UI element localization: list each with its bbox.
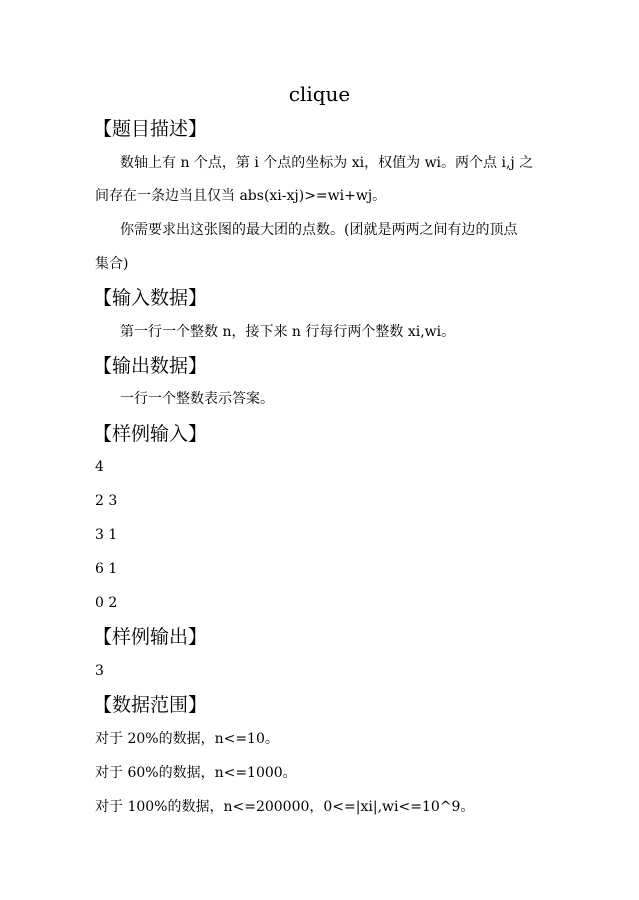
section-heading-input: 【输入数据】 bbox=[93, 287, 208, 309]
section-heading-sample-output: 【样例输出】 bbox=[93, 626, 208, 648]
document-title: clique bbox=[288, 82, 351, 106]
description-line-2: 间存在一条边当且仅当 abs(xi-xj)>=wi+wj。 bbox=[95, 188, 387, 204]
sample-input-line: 3 1 bbox=[95, 527, 118, 543]
description-line-4: 集合) bbox=[95, 256, 129, 272]
sample-input-line: 6 1 bbox=[95, 561, 118, 577]
sample-output-line: 3 bbox=[95, 663, 104, 679]
input-line-1: 第一行一个整数 n，接下来 n 行每行两个整数 xi,wi。 bbox=[120, 324, 456, 340]
sample-input-line: 2 3 bbox=[95, 493, 118, 509]
section-heading-output: 【输出数据】 bbox=[93, 355, 208, 377]
section-heading-sample-input: 【样例输入】 bbox=[93, 423, 208, 445]
data-range-line-1: 对于 20%的数据，n<=10。 bbox=[95, 731, 279, 747]
sample-input-line: 0 2 bbox=[95, 595, 118, 611]
description-line-1: 数轴上有 n 个点，第 i 个点的坐标为 xi，权值为 wi。两个点 i,j 之 bbox=[120, 155, 534, 171]
data-range-line-2: 对于 60%的数据，n<=1000。 bbox=[95, 765, 297, 781]
section-heading-data-range: 【数据范围】 bbox=[93, 694, 208, 716]
output-line-1: 一行一个整数表示答案。 bbox=[120, 391, 274, 407]
data-range-line-3: 对于 100%的数据，n<=200000，0<=|xi|,wi<=10^9。 bbox=[95, 799, 475, 815]
section-heading-description: 【题目描述】 bbox=[93, 118, 208, 140]
sample-input-line: 4 bbox=[95, 459, 104, 475]
description-line-3: 你需要求出这张图的最大团的点数。(团就是两两之间有边的顶点 bbox=[120, 222, 518, 238]
